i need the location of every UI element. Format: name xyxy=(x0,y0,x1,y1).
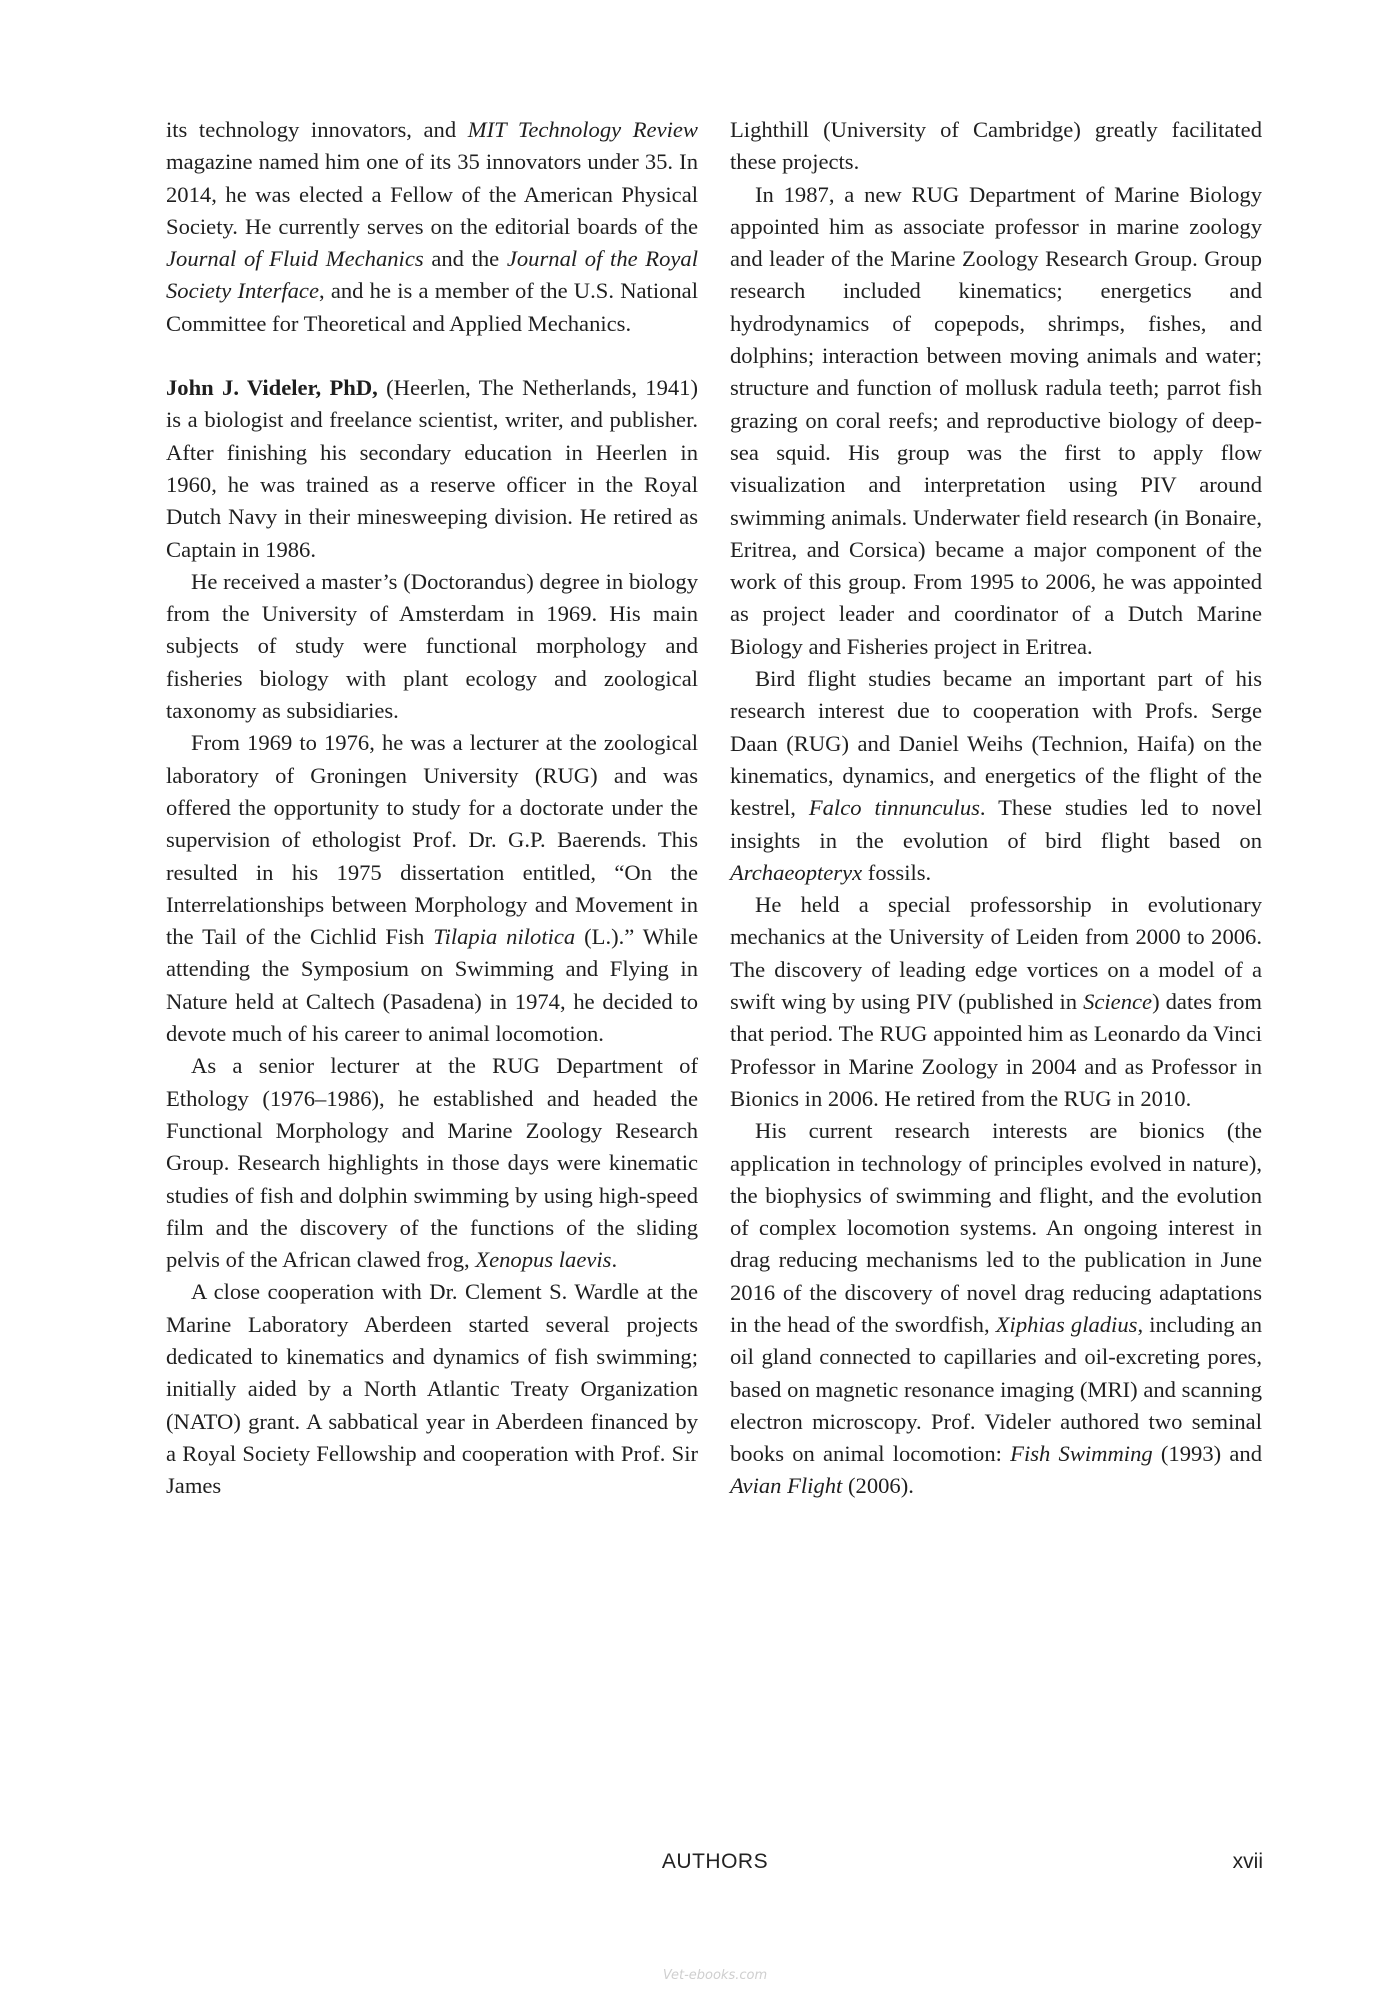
paragraph: its technology innovators, and MIT Technology Review magazine named him one of its 35 innovators under 35. In 2014, he was elected a Fellow of the American Physical Society. He currently serves on the editorial boards of the Journal of Fluid Mechanics and the Journal of the Royal Society Interface, and he is a member of the U.S. National Committee for Theoretical and Applied Mechanics. xyxy=(166,117,698,336)
paragraph: He held a special professorship in evolutionary mechanics at the University of Leiden from 2000 to 2006. The discovery of leading edge vortices on a model of a swift wing by using PIV (published in Science) dates from that period. The RUG appointed him as Leonardo da Vinci Professor in Marine Zoology in 2004 and as Professor in Bionics in 2006. He retired from the RUG in 2010. xyxy=(730,892,1262,1111)
paragraph: Lighthill (University of Cambridge) greatly facilitated these projects. xyxy=(730,117,1262,175)
paragraph: Bird flight studies became an important part of his research interest due to cooperation with Profs. Serge Daan (RUG) and Daniel Weihs (Technion, Haifa) on the kinematics, dynamics, and energetics of the flight of the kestrel, Falco tinnunculus. These studies led to novel insights in the evolution of bird flight based on Archaeopteryx fossils. xyxy=(730,666,1262,885)
running-footer-title: AUTHORS xyxy=(661,1850,769,1873)
paragraph: From 1969 to 1976, he was a lecturer at the zoological laboratory of Groningen University (RUG) and was offered the opportunity to study for a doctorate under the supervision of ethologist Prof. Dr. G.P. Baerends. This resulted in his 1975 dissertation entitled, “On the Interrelationships between Morphology and Movement in the Tail of the Cichlid Fish Tilapia nilotica (L.).” While attending the Symposium on Swimming and Flying in Nature held at Caltech (Pasadena) in 1974, he decided to devote much of his career to animal locomotion. xyxy=(166,730,698,1047)
paragraph-author-bio: John J. Videler, PhD, (Heerlen, The Netherlands, 1941) is a biologist and freelance scientist, writer, and publisher. After finishing his secondary education in Heerlen in 1960, he was trained as a reserve officer in the Royal Dutch Navy in their minesweeping division. He retired as Captain in 1986. xyxy=(166,375,698,562)
watermark: Vet-ebooks.com xyxy=(662,1968,768,1983)
paragraph: A close cooperation with Dr. Clement S. Wardle at the Marine Laboratory Aberdeen started several projects dedicated to kinematics and dynamics of fish swimming; initially aided by a North Atlantic Treaty Organization (NATO) grant. A sabbatical year in Aberdeen financed by a Royal Society Fellowship and cooperation with Prof. Sir James xyxy=(166,1279,698,1499)
author-name: John J. Videler, PhD, xyxy=(166,375,378,401)
paragraph: As a senior lecturer at the RUG Department of Ethology (1976–1986), he established and headed the Functional Morphology and Marine Zoology Research Group. Research highlights in those days were kinematic studies of fish and dolphin swimming by using high-speed film and the discovery of the functions of the sliding pelvis of the African clawed frog, Xenopus laevis. xyxy=(166,1053,698,1273)
left-column xyxy=(166,114,698,1502)
paragraph: He received a master’s (Doctorandus) degree in biology from the University of Amsterdam in 1969. His main subjects of study were functional morphology and fisheries biology with plant ecology and zoological taxonomy as subsidiaries. xyxy=(166,568,698,724)
paragraph: In 1987, a new RUG Department of Marine Biology appointed him as associate professor in marine zoology and leader of the Marine Zoology Research Group. Group research included kinematics; energetics and hydrodynamics of copepods, shrimps, fishes, and dolphins; interaction between moving animals and water; structure and function of mollusk radula teeth; parrot fish grazing on coral reefs; and reproductive biology of deep-sea squid. His group was the first to apply flow visualization and interpretation using PIV around swimming animals. Underwater field research (in Bonaire, Eritrea, and Corsica) became a major component of the work of this group. From 1995 to 2006, he was appointed as project leader and coordinator of a Dutch Marine Biology and Fisheries project in Eritrea. xyxy=(730,181,1262,659)
paragraph: His current research interests are bionics (the application in technology of principles evolved in nature), the biophysics of swimming and flight, and the evolution of complex locomotion systems. An ongoing interest in drag reducing mechanisms led to the publication in June 2016 of the discovery of novel drag reducing adaptations in the head of the swordfish, Xiphias gladius, including an oil gland connected to capillaries and oil-excreting pores, based on magnetic resonance imaging (MRI) and scanning electron microscopy. Prof. Videler authored two seminal books on animal locomotion: Fish Swimming (1993) and Avian Flight (2006). xyxy=(730,1118,1262,1499)
right-column xyxy=(730,114,1262,1503)
page-number: xvii xyxy=(1232,1850,1263,1873)
